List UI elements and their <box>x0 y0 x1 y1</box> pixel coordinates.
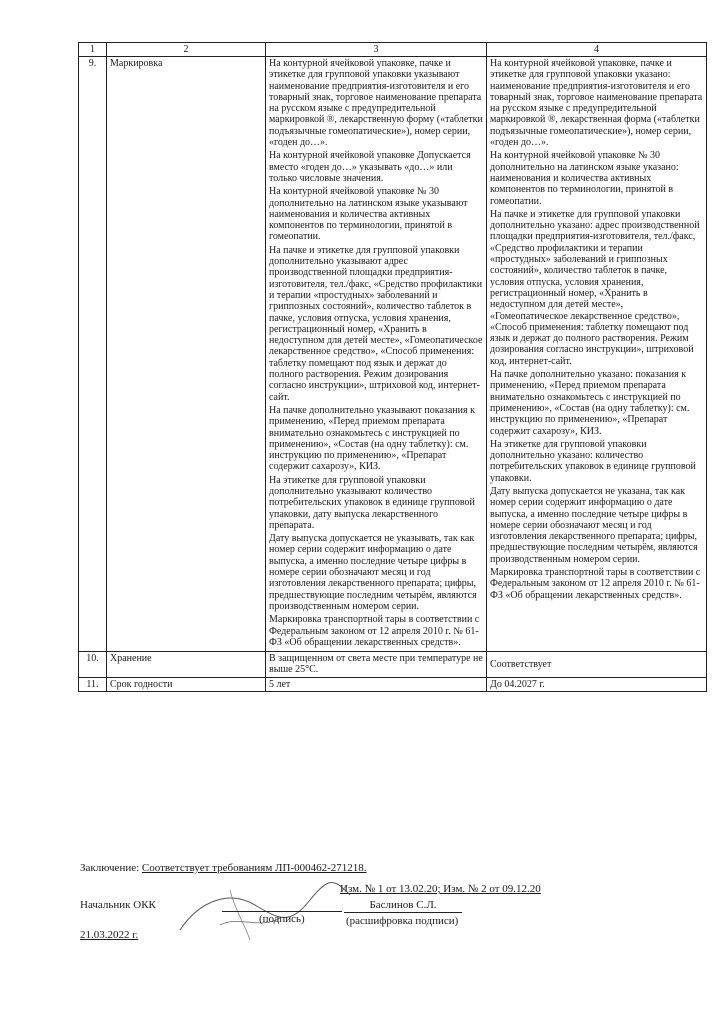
requirement-paragraph: На контурной ячейковой упаковке Допускается вместо «годен до…» указывать «до…» или только числовые значения. <box>269 150 471 184</box>
signature-stamp-image <box>160 870 360 950</box>
result-paragraph: На пачке и этикетке для групповой упаковки дополнительно указано: адрес производственной площадки предприятия-изготовителя, тел./факс, «Средство профилактики и терапии «простудных» заболеваний и гриппозных состояний», количество таблеток в пачке, условия отпуска, условия хранения, регистрационный номер, «Хранить в недоступном для детей месте», «Гомеопатическое лекарственное средство», «Способ применения: таблетку помещают под язык и держат до полного растворения. Режим дозирования согласно инструкции», штриховой код, интернет-сайт. <box>490 208 700 367</box>
changes-note: Изм. № 1 от 13.02.20; Изм. № 2 от 09.12.20 <box>340 883 541 895</box>
requirement-cell <box>266 57 487 652</box>
requirement-cell: В защищенном от света месте при температуре не выше 25°С. <box>266 652 487 678</box>
requirement-paragraph: Маркировка транспортной тары в соответствии с Федеральным законом от 12 апреля 2010 г. № 61-ФЗ «Об обращении лекарственных средств». <box>269 614 480 648</box>
result-paragraph: На пачке дополнительно указано: показания к применению, «Перед приемом препарата внимательно ознакомьтесь с инструкцией по применению», «Состав (на одну таблетку): см. инструкцию по применению», «Препарат содержит сахарозу», КИЗ. <box>490 369 690 437</box>
header-col-2: 2 <box>107 43 266 57</box>
result-paragraph: На контурной ячейковой упаковке, пачке и этикетке для групповой упаковки указано: наименование предприятия-изготовителя и его товарный знак, торговое наименование препарата на русском языке с предупредительной маркировкой ®, лекарственная форма («таблетки подъязычные гомеопатические»), номер серии, «годен до…». <box>490 58 703 149</box>
requirement-paragraph: На пачке дополнительно указывают показания к применению, «Перед приемом препарата внимательно ознакомьтесь с инструкцией по применению», «Состав (на одну таблетку): см. инструкцию по применению», «Препарат содержит сахарозу», КИЗ. <box>269 404 475 473</box>
signature-label: (подпись) <box>259 913 305 925</box>
spec-table <box>78 42 707 692</box>
signer-name: Баслинов С.Л. <box>344 899 462 913</box>
table-row-storage <box>79 652 707 678</box>
conclusion-text: Соответствует требованиям ЛП-000462-271218. <box>141 862 367 874</box>
result-paragraph: Маркировка транспортной тары в соответствии с Федеральным законом от 12 апреля 2010 г. № 61-ФЗ «Об обращении лекарственных средств». <box>490 567 701 601</box>
row-number: 10. <box>79 652 107 678</box>
result-paragraph: На контурной ячейковой упаковке № 30 дополнительно на латинском языке указано: наименования и количества активных компонентов по терминологии, принятой в гомеопатии. <box>490 150 679 207</box>
result-cell: Соответствует <box>487 652 707 678</box>
header-col-3: 3 <box>266 43 487 57</box>
requirement-paragraph: Дату выпуска допускается не указывать, так как номер серии содержит информацию о дате выпуска, а именно последние четыре цифры в номере серии обозначают месяц и год изготовления лекарственного препарата; цифры, предшествующие последним четырём, являются производственным номером серии. <box>269 533 477 612</box>
header-col-1: 1 <box>79 43 107 57</box>
requirement-paragraph: На контурной ячейковой упаковке, пачке и этикетке для групповой упаковки указывают наименование предприятия-изготовителя и его товарный знак, торговое наименование препарата на русском языке с предупредительной маркировкой ®, лекарственную форму («таблетки подъязычные гомеопатические»), номер серии, «годен до…». <box>269 58 483 149</box>
table-row-marking <box>79 57 707 652</box>
requirement-cell: 5 лет <box>266 677 487 691</box>
position-title: Начальник ОКК <box>80 899 156 911</box>
result-paragraph: Дату выпуска допускается не указана, так как номер серии содержит информацию о дате выпуска, а именно последние четыре цифры в номере серии обозначают месяц и год изготовления лекарственного препарата; цифры, предшествующие последним четырём, являются производственным номером серии. <box>490 485 698 565</box>
signer-name-label: (расшифровка подписи) <box>346 915 459 927</box>
row-name: Хранение <box>107 652 266 678</box>
table-row-shelf-life <box>79 677 707 691</box>
table-header-row <box>79 43 707 57</box>
result-cell <box>487 57 707 652</box>
header-col-4: 4 <box>487 43 707 57</box>
requirement-paragraph: На этикетке для групповой упаковки дополнительно указывают количество потребительских упаковок в единице групповой упаковки, дату выпуска лекарственного препарата. <box>269 474 475 531</box>
result-paragraph: На этикетке для групповой упаковки дополнительно указано: количество потребительских упаковок в единице групповой упаковки. <box>490 438 696 484</box>
document-date: 21.03.2022 г. <box>80 929 139 941</box>
conclusion-prefix: Заключение: <box>80 862 142 874</box>
row-number: 9. <box>79 57 107 652</box>
row-number: 11. <box>79 677 107 691</box>
requirement-paragraph: На пачке и этикетке для групповой упаковки дополнительно указывают адрес производственной площадки предприятия-изготовителя, тел./факс, «Средство профилактики и терапии «простудных» заболеваний и гриппозных состояний», количество таблеток в пачке, условия отпуска, условия хранения, регистрационный номер, «Хранить в недоступном для детей месте», «Гомеопатическое лекарственное средство», «Способ применения: таблетку помещают под язык и держат до полного растворения. Режим дозирования согласно инструкции», штриховой код, интернет-сайт. <box>269 244 483 403</box>
signature-line <box>222 911 342 912</box>
result-cell: До 04.2027 г. <box>487 677 707 691</box>
requirement-paragraph: На контурной ячейковой упаковке № 30 дополнительно на латинском языке указывают наименования и количества активных компонентов по терминологии, принятой в гомеопатии. <box>269 186 468 243</box>
row-name: Маркировка <box>107 57 266 652</box>
row-name: Срок годности <box>107 677 266 691</box>
